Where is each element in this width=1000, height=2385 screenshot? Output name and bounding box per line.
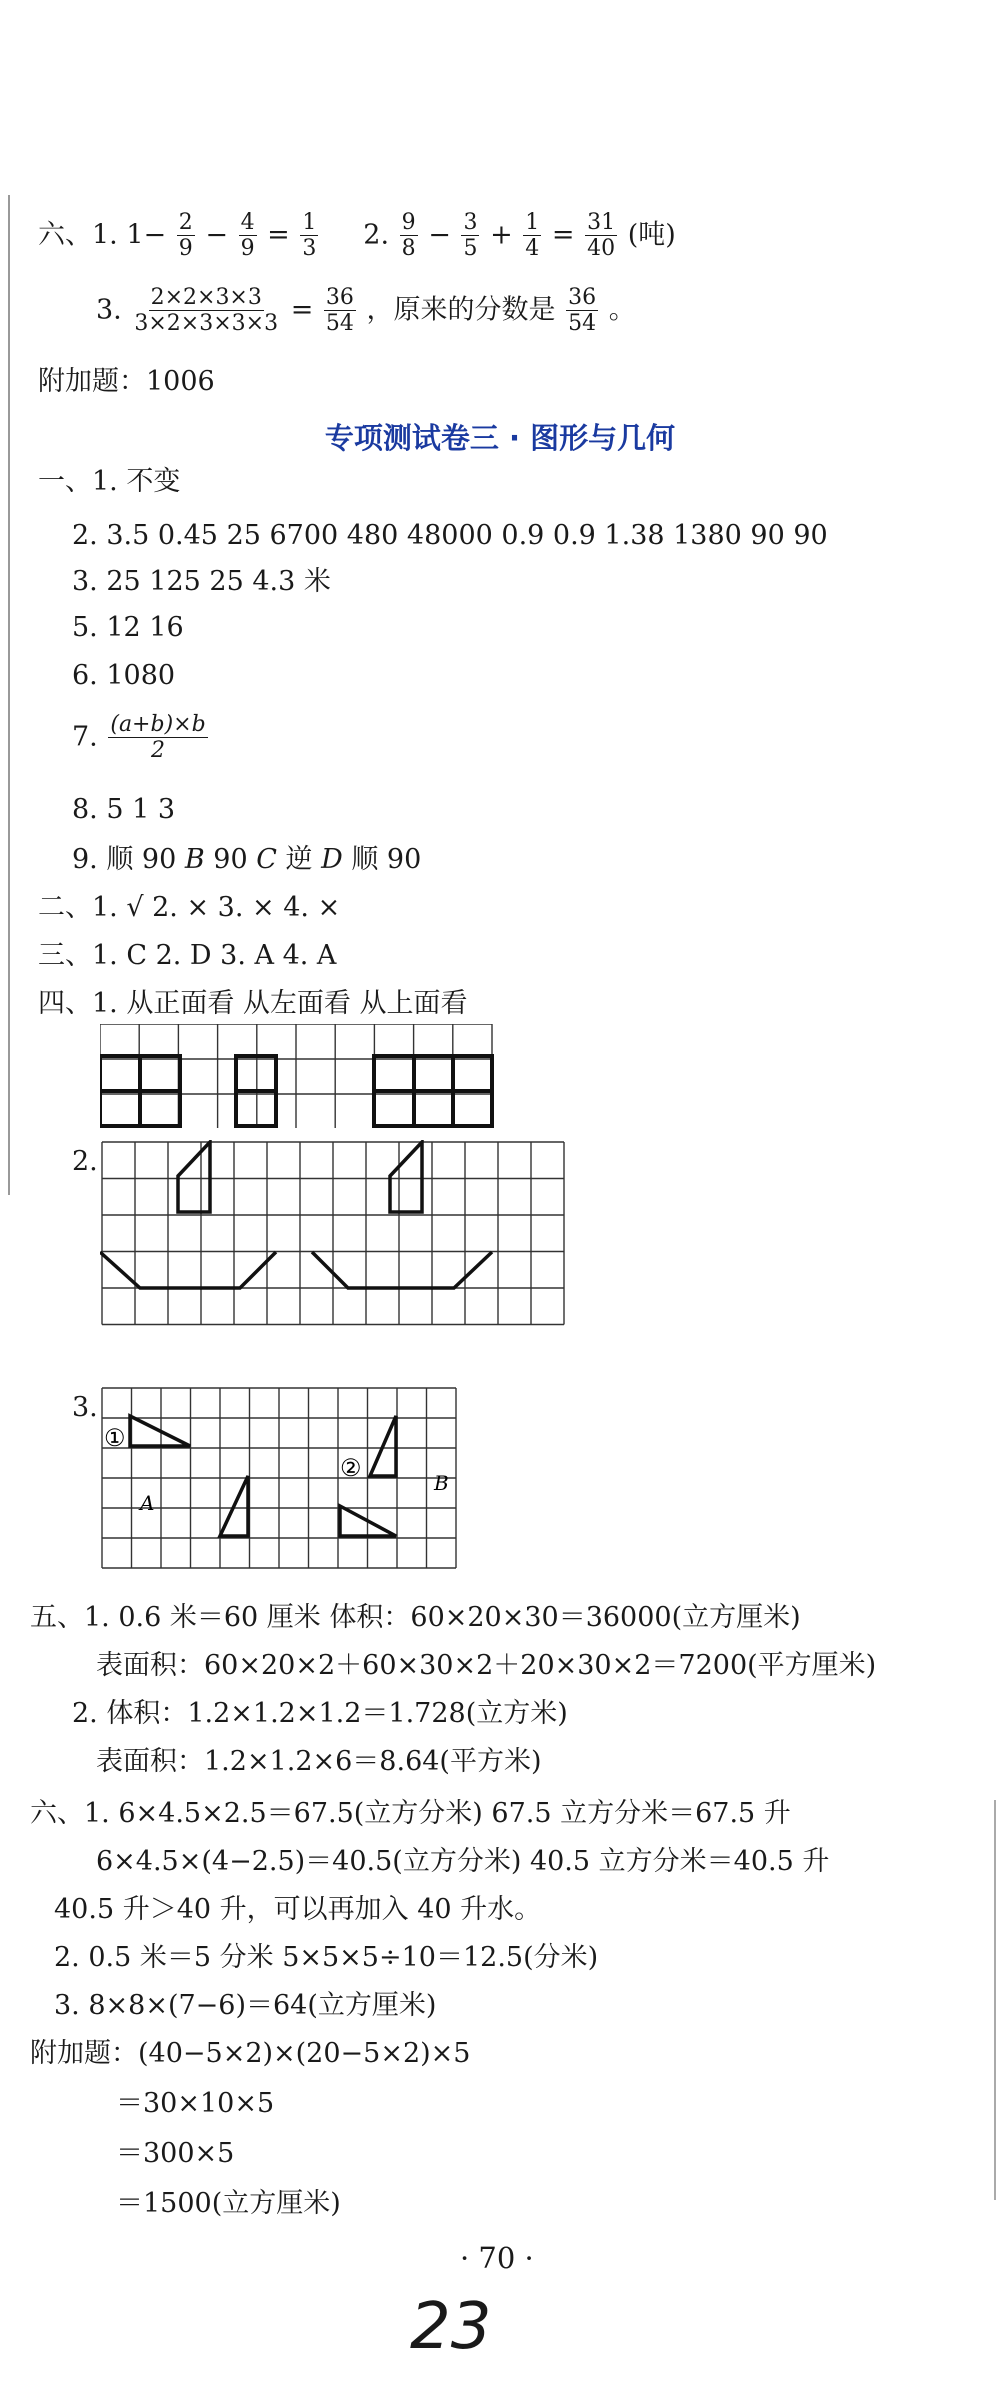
left-view [236, 1056, 276, 1126]
text: D [321, 844, 343, 875]
fraction: $\frac{31}{40}$ [587, 210, 616, 262]
right-margin-line [994, 1800, 996, 2200]
grid-views [100, 1024, 512, 1128]
part6-line1: 六、1. 6×4.5×2.5＝67.5(立方分米) 67.5 立方分米＝67.5 升 [30, 1798, 791, 1829]
part5-line2: 表面积：60×20×2＋60×30×2＋20×30×2＝7200(平方厘米) [96, 1650, 877, 1681]
label-circle-1: ① [104, 1424, 126, 1452]
q4-2-label: 2. [72, 1146, 98, 1177]
triangle-2 [370, 1416, 396, 1476]
bonus-answer-1: 附加题：1006 [38, 366, 215, 397]
text: 9. 顺 90 [72, 844, 185, 875]
text: (吨) [627, 219, 676, 251]
page-number: · 70 · [460, 2241, 534, 2275]
bonus2-line3: ＝300×5 [116, 2138, 235, 2169]
fraction: $\frac{36}{54}$ [568, 285, 597, 337]
q4-3-label: 3. [72, 1392, 98, 1423]
triangle-1 [130, 1416, 190, 1446]
part6-line5: 3. 8×8×(7−6)＝64(立方厘米) [54, 1990, 437, 2021]
part4-heading: 四、1. 从正面看 从左面看 从上面看 [38, 988, 468, 1019]
q1-6: 6. 1080 [72, 660, 176, 691]
q1-7 [72, 712, 210, 764]
fraction: $\frac{2}{9}$ [178, 210, 193, 262]
fraction: $\frac{3}{5}$ [463, 210, 478, 262]
bonus2-line4: ＝1500(立方厘米) [116, 2188, 341, 2219]
part6-line4: 2. 0.5 米＝5 分米 5×5×5÷10＝12.5(分米) [54, 1942, 599, 1973]
bonus2-line2: ＝30×10×5 [116, 2088, 275, 2119]
text: = [290, 294, 314, 326]
fraction: $\frac{1}{4}$ [525, 210, 540, 262]
fraction: $\frac{2\times 2\times 3\times 3}{3\times 2\times 3\times 3\times 3}$ [134, 285, 279, 337]
shape-left-top [178, 1142, 210, 1212]
part6-line2: 6×4.5×(4−2.5)＝40.5(立方分米) 40.5 立方分米＝40.5 升 [96, 1846, 830, 1877]
fraction: $\frac{4}{9}$ [240, 210, 255, 262]
s6-line1 [38, 210, 676, 262]
part3: 三、1. C 2. D 3. A 4. A [38, 940, 337, 971]
text: 。 [608, 294, 636, 326]
text: = [551, 219, 575, 251]
shape-left-bottom [100, 1252, 276, 1288]
text: 顺 90 [342, 844, 422, 875]
part6-line3: 40.5 升＞40 升，可以再加入 40 升水。 [54, 1894, 542, 1925]
part5-line4: 表面积：1.2×1.2×6＝8.64(平方米) [96, 1746, 542, 1777]
text: B [184, 844, 205, 875]
q1-1: 一、1. 不变 [38, 466, 181, 497]
text: − [428, 219, 451, 251]
text: 3. [96, 294, 122, 326]
section-title: 专项测试卷三 · 图形与几何 [324, 421, 676, 455]
q1-8: 8. 5 1 3 [72, 794, 176, 825]
shape-right-top [390, 1142, 422, 1212]
grid-rotation [100, 1386, 460, 1576]
text: 逆 [276, 844, 322, 875]
fraction: $\frac{1}{3}$ [302, 210, 317, 262]
text: = [267, 219, 290, 251]
part5-line3: 2. 体积：1.2×1.2×1.2＝1.728(立方米) [72, 1698, 568, 1729]
label-a: A [140, 1491, 155, 1515]
top-view [374, 1056, 492, 1126]
text: − [205, 219, 228, 251]
text: C [256, 844, 277, 875]
text: 六、1. 1− [38, 219, 167, 251]
fraction: $\frac{9}{8}$ [401, 210, 416, 262]
bonus2-line1: 附加题：(40−5×2)×(20−5×2)×5 [30, 2038, 471, 2069]
grid-symmetry [100, 1140, 566, 1326]
s6-line2 [96, 285, 636, 337]
q1-3: 3. 25 125 25 4.3 米 [72, 566, 331, 597]
left-margin-line [8, 195, 10, 1195]
handwritten-number: 23 [410, 2290, 492, 2364]
q1-2: 2. 3.5 0.45 25 6700 480 48000 0.9 0.9 1.38 1380 90 90 [72, 520, 828, 551]
part2: 二、1. √ 2. × 3. × 4. × [38, 892, 341, 923]
part5-line1: 五、1. 0.6 米＝60 厘米 体积：60×20×30＝36000(立方厘米) [30, 1602, 801, 1633]
text: 7. [72, 721, 98, 753]
label-b: B [434, 1471, 449, 1495]
text: 90 [204, 844, 257, 875]
q1-5: 5. 12 16 [72, 612, 184, 643]
fraction: $\frac{(a+b)\times b}{2}$ [110, 712, 206, 764]
text: + [490, 219, 513, 251]
text: ，原来的分数是 [366, 294, 556, 326]
q1-9 [72, 846, 421, 873]
label-circle-2: ② [340, 1454, 362, 1482]
fraction: $\frac{36}{54}$ [325, 285, 354, 337]
triangle-a [220, 1476, 248, 1536]
text: 2. [363, 219, 390, 251]
